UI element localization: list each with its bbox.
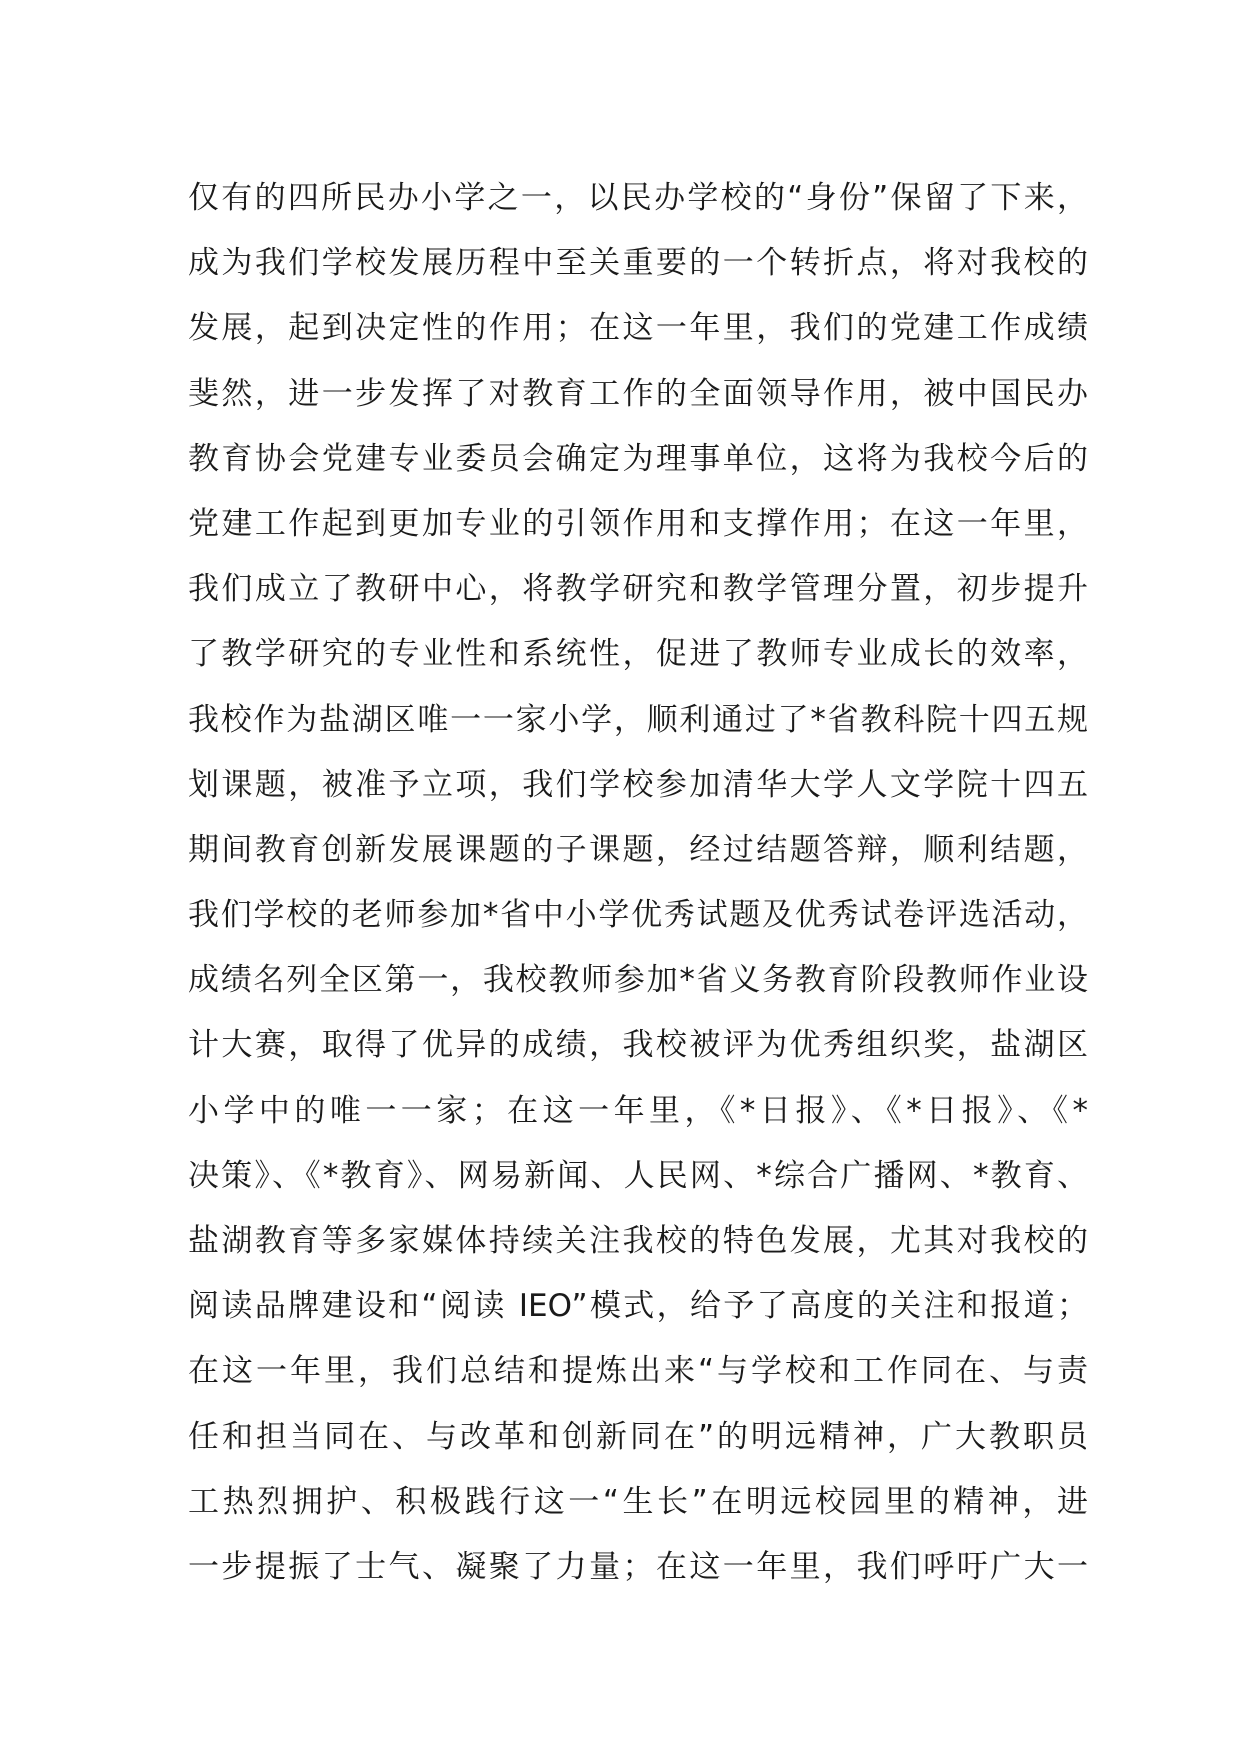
text-line: 阅读品牌建设和“阅读 IEO”模式，给予了高度的关注和报道； [188, 1288, 1088, 1325]
body-paragraph [188, 166, 1088, 1600]
text-line: 仅有的四所民办小学之一，以民办学校的“身份”保留了下来， [188, 180, 1088, 216]
text-line: 我们学校的老师参加*省中小学优秀试题及优秀试卷评选活动， [188, 897, 1088, 934]
text-line: 一步提振了士气、凝聚了力量；在这一年里，我们呼吁广大一 [188, 1548, 1088, 1585]
text-line: 党建工作起到更加专业的引领作用和支撑作用；在这一年里， [188, 505, 1088, 542]
text-line: 教育协会党建专业委员会确定为理事单位，这将为我校今后的 [188, 440, 1088, 477]
text-line: 发展，起到决定性的作用；在这一年里，我们的党建工作成绩 [188, 310, 1088, 347]
text-line: 成为我们学校发展历程中至关重要的一个转折点，将对我校的 [188, 245, 1088, 282]
text-line: 我们成立了教研中心，将教学研究和教学管理分置，初步提升 [188, 571, 1088, 608]
text-line: 任和担当同在、与改革和创新同在”的明远精神，广大教职员 [188, 1418, 1088, 1455]
text-line: 在这一年里，我们总结和提炼出来“与学校和工作同在、与责 [188, 1353, 1088, 1390]
text-line: 工热烈拥护、积极践行这一“生长”在明远校园里的精神，进 [188, 1483, 1088, 1520]
text-line: 斐然，进一步发挥了对教育工作的全面领导作用，被中国民办 [188, 375, 1088, 412]
text-line: 盐湖教育等多家媒体持续关注我校的特色发展，尤其对我校的 [188, 1223, 1088, 1259]
text-line: 计大赛，取得了优异的成绩，我校被评为优秀组织奖，盐湖区 [188, 1027, 1088, 1064]
text-line: 我校作为盐湖区唯一一家小学，顺利通过了*省教科院十四五规 [188, 701, 1088, 738]
text-line: 成绩名列全区第一，我校教师参加*省义务教育阶段教师作业设 [188, 962, 1088, 999]
text-line: 期间教育创新发展课题的子课题，经过结题答辩，顺利结题， [188, 831, 1088, 868]
text-line: 划课题，被准予立项，我们学校参加清华大学人文学院十四五 [188, 766, 1088, 803]
text-line: 小学中的唯一一家；在这一年里，《*日报》、《*日报》、《* [188, 1092, 1088, 1129]
text-line: 了教学研究的专业性和系统性，促进了教师专业成长的效率， [188, 636, 1088, 673]
text-line: 决策》、《*教育》、网易新闻、人民网、*综合广播网、*教育、 [188, 1157, 1088, 1194]
